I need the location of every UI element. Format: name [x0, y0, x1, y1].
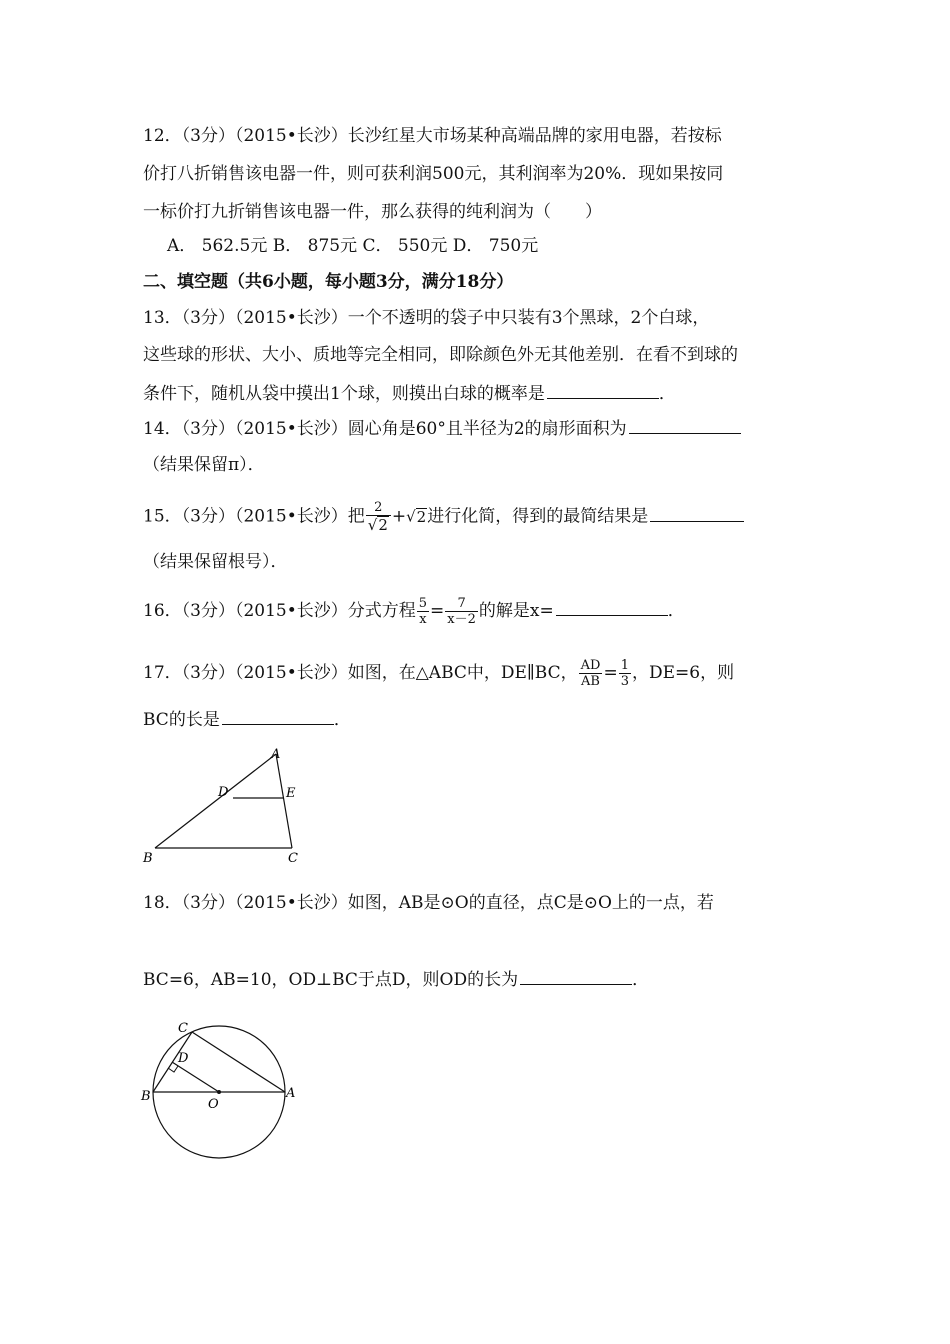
q13-end: ．	[658, 384, 676, 404]
q14-line-1	[143, 416, 741, 441]
q12-line-2: 价打八折销售该电器一件，则可获利润500元，其利润率为20%．现如果按同	[143, 164, 724, 184]
q16-fraction-1	[417, 596, 429, 627]
label-a: A	[271, 747, 281, 762]
q17-suffix: ，DE=6，则	[631, 663, 735, 683]
label-b: B	[143, 851, 153, 866]
triangle-figure	[140, 742, 310, 872]
q16-fraction-2	[445, 596, 478, 627]
label-d: D	[178, 1051, 189, 1066]
q13-line-2: 这些球的形状、大小、质地等完全相同，即除颜色外无其他差别．在看不到球的	[143, 345, 738, 365]
q15-root: 2	[416, 507, 427, 526]
q17-prefix: 17．（3分）（2015•长沙）如图，在△ABC中，DE∥BC，	[143, 663, 578, 683]
q17-line-1	[143, 658, 734, 689]
q14-line-2: （结果保留π）．	[143, 455, 265, 475]
section-2-title: 二、填空题（共6小题，每小题3分，满分18分）	[143, 272, 514, 292]
q17-eq: =	[603, 663, 618, 683]
q12-options: A． 562.5元 B． 875元 C． 550元 D． 750元	[167, 236, 539, 256]
q14-text: 14．（3分）（2015•长沙）圆心角是60°且半径为2的扇形面积为	[143, 419, 627, 439]
q12-line-3: 一标价打九折销售该电器一件，那么获得的纯利润为（ ）	[143, 202, 602, 222]
label-c: C	[178, 1021, 188, 1036]
q18-text: BC=6，AB=10，OD⊥BC于点D，则OD的长为	[143, 970, 519, 990]
radical-sign: √	[406, 507, 416, 526]
q15-prefix: 15．（3分）（2015•长沙）把	[143, 506, 365, 527]
q15-fraction	[366, 500, 391, 534]
segment-od	[172, 1062, 219, 1092]
q16-frac2-den: x－2	[447, 612, 476, 627]
q15-line-1	[143, 500, 744, 534]
q16-suffix: 的解是x=	[478, 601, 554, 621]
q17-frac2-den: 3	[620, 674, 629, 689]
label-o: O	[208, 1097, 219, 1112]
label-e: E	[286, 786, 296, 801]
q15-plus: +	[391, 506, 407, 527]
q15-frac-den-root: 2	[378, 516, 388, 534]
radical-sign: √	[367, 516, 378, 534]
q15-line-2: （结果保留根号）．	[143, 552, 288, 572]
q18-line-1: 18．（3分）（2015•长沙）如图，AB是⊙O的直径，点C是⊙O上的一点，若	[143, 893, 714, 913]
q13-line-3	[143, 381, 676, 406]
q16-end: ．	[667, 601, 685, 621]
q17-frac1-num: AD	[580, 658, 601, 673]
q15-answer-blank[interactable]	[650, 504, 744, 522]
side-ab	[155, 754, 276, 848]
q16-prefix: 16．（3分）（2015•长沙）分式方程	[143, 601, 416, 621]
side-ac	[276, 754, 292, 848]
q17-frac2-num: 1	[620, 658, 629, 673]
q16-answer-blank[interactable]	[556, 598, 668, 616]
q15-suffix: 进行化简，得到的最简结果是	[427, 506, 649, 527]
q17-end: ．	[333, 710, 351, 730]
q15-frac-den	[366, 516, 391, 534]
label-c: C	[288, 851, 298, 866]
q16-line	[143, 596, 685, 627]
q16-frac1-num: 5	[418, 596, 428, 611]
q17-answer-blank[interactable]	[222, 707, 334, 725]
q13-line-1: 13．（3分）（2015•长沙）一个不透明的袋子中只装有3个黑球，2个白球，	[143, 308, 710, 328]
center-point	[217, 1090, 221, 1094]
circle-figure	[138, 1018, 308, 1163]
q15-frac-num: 2	[366, 500, 391, 516]
q13-text: 条件下，随机从袋中摸出1个球，则摸出白球的概率是	[143, 384, 545, 404]
q17-fraction-1	[579, 658, 603, 689]
q12-line-1: 12．（3分）（2015•长沙）长沙红星大市场某种高端品牌的家用电器，若按标	[143, 126, 722, 146]
q17-line-2	[143, 707, 351, 732]
q16-eq: =	[430, 601, 445, 621]
q18-answer-blank[interactable]	[520, 967, 632, 985]
q18-line-2	[143, 967, 649, 992]
q16-frac2-num: 7	[445, 596, 478, 612]
q14-answer-blank[interactable]	[629, 416, 741, 434]
q16-frac1-den: x	[419, 612, 427, 627]
q17-fraction-2	[619, 658, 631, 689]
label-a: A	[286, 1086, 296, 1101]
q17-text: BC的长是	[143, 710, 220, 730]
label-b: B	[141, 1089, 151, 1104]
q18-end: ．	[632, 970, 650, 990]
q17-frac1-den: AB	[581, 674, 600, 689]
label-d: D	[218, 785, 229, 800]
q13-answer-blank[interactable]	[547, 381, 659, 399]
